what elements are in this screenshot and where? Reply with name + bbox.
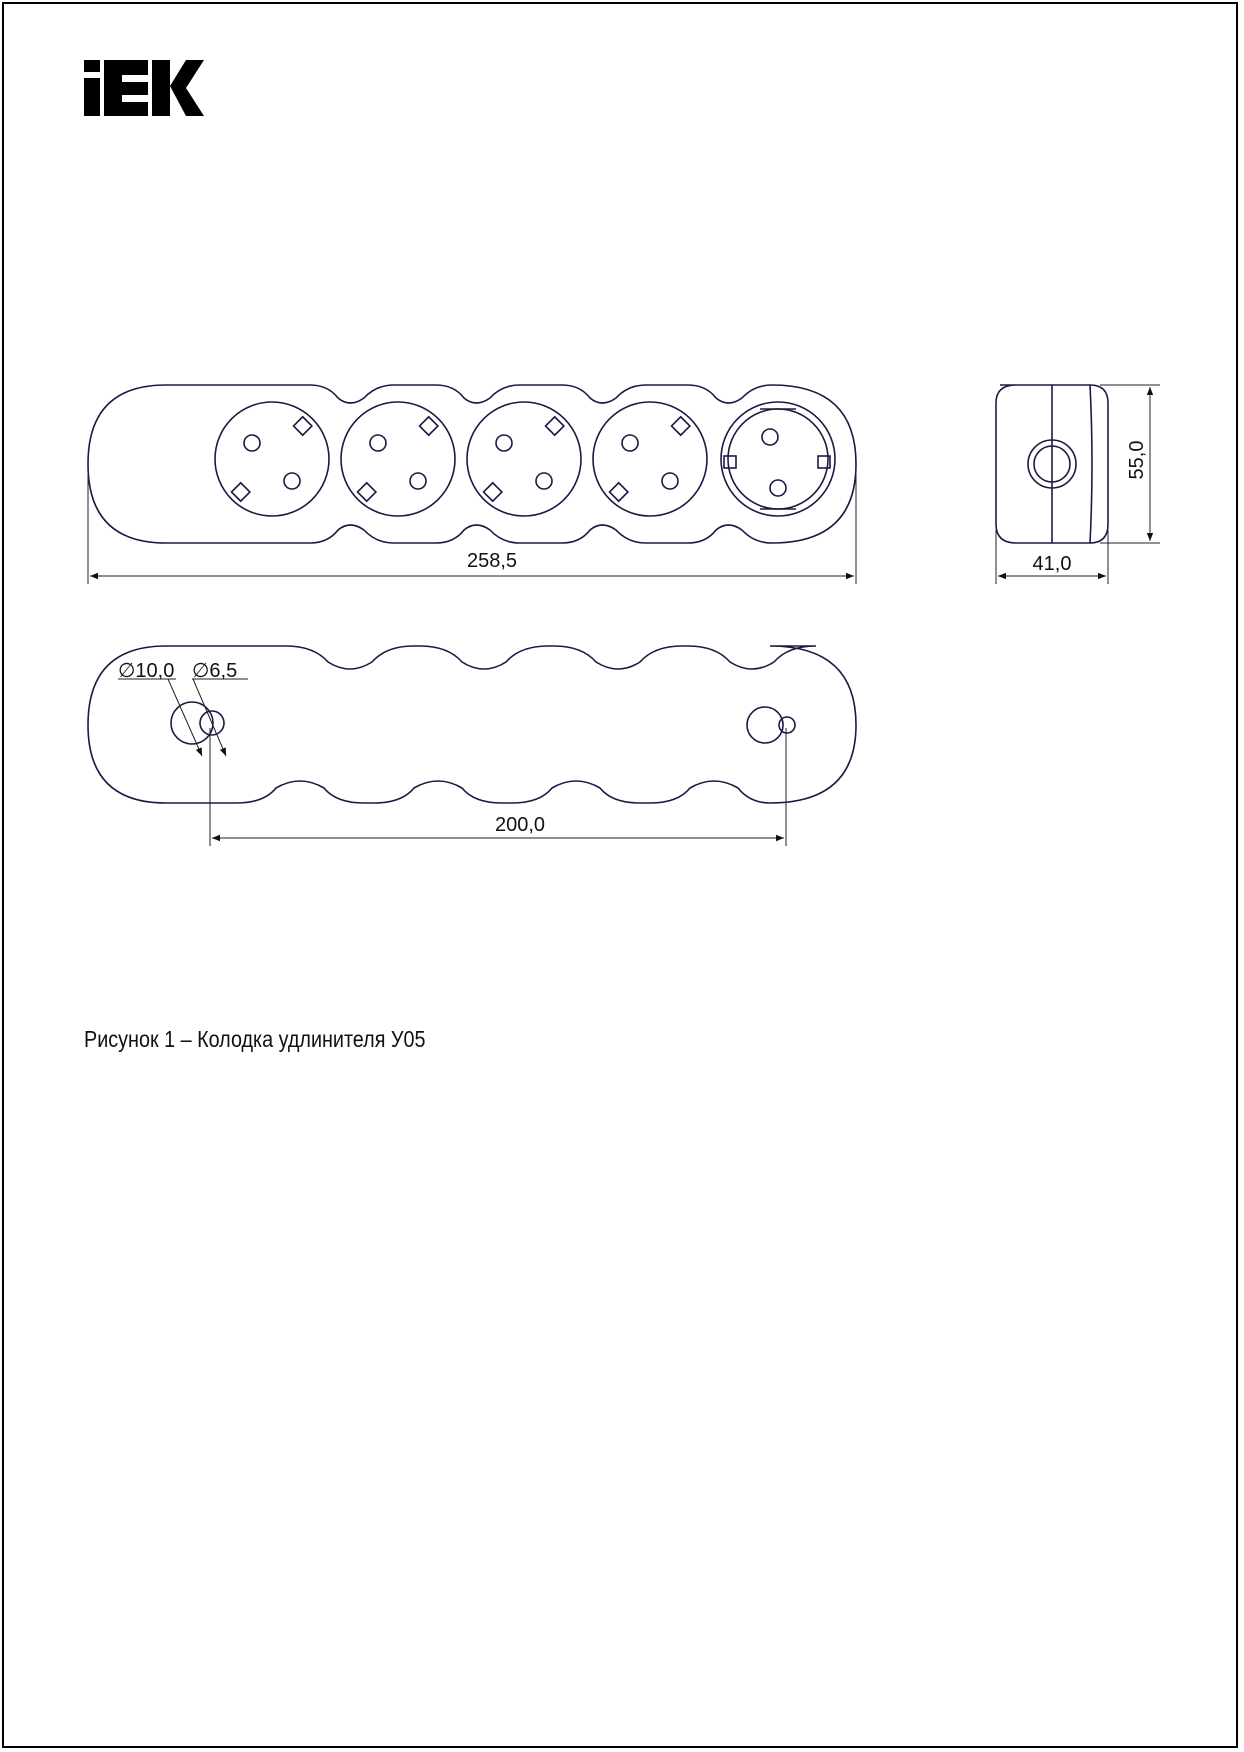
socket-1 (215, 402, 329, 516)
front-view-outline (88, 385, 856, 543)
mount-spacing-label: 200,0 (494, 814, 546, 836)
socket-2 (341, 402, 455, 516)
overall-length-label: 258,5 (466, 550, 518, 572)
socket-4 (593, 402, 707, 516)
front-view (88, 385, 856, 584)
side-view (996, 385, 1160, 584)
depth-label: 41,0 (1032, 553, 1072, 575)
bottom-view (88, 646, 856, 846)
hole-large-diameter-label: ∅10,0 (118, 660, 175, 682)
height-label: 55,0 (1126, 440, 1148, 480)
figure-caption: Рисунок 1 – Колодка удлинителя У05 (84, 1026, 426, 1052)
socket-5 (721, 402, 835, 516)
iek-logo (84, 60, 204, 116)
hole-small-diameter-label: ∅6,5 (192, 660, 238, 682)
socket-3 (467, 402, 581, 516)
